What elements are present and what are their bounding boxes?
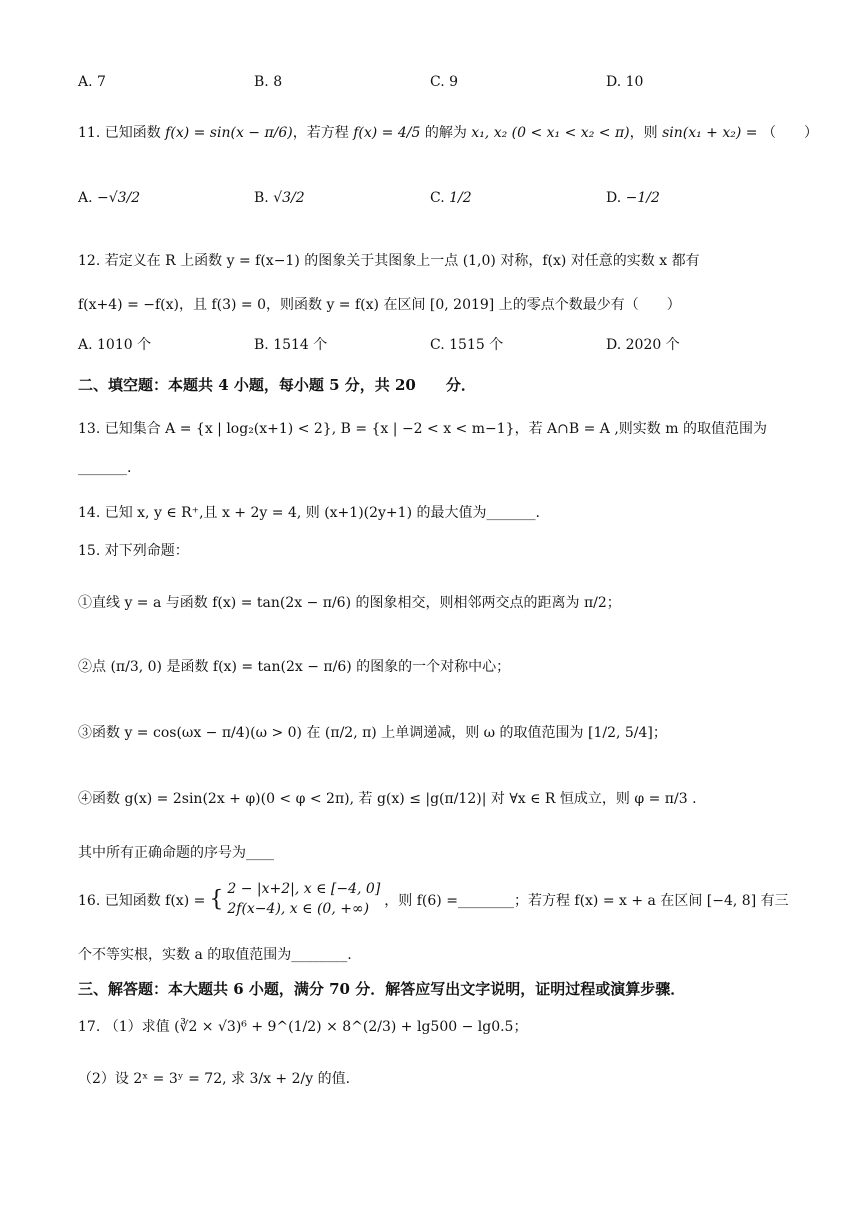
- q15-proposition-4: ④函数 g(x) = 2sin(2x + φ)(0 < φ < 2π), 若 g(x) ≤ |g(π/12)| 对 ∀x ∈ R 恒成立，则 φ = π/3 .: [78, 791, 697, 807]
- q12-line-2: f(x+4) = −f(x)，且 f(3) = 0，则函数 y = f(x) 在区间 [0, 2019] 上的零点个数最少有（ ）: [78, 297, 681, 313]
- q15-intro: 15. 对下列命题：: [78, 543, 189, 559]
- q16-line-1: 16. 已知函数 f(x) = { 2 − |x+2|, x ∈ [−4, 0] 2f(x−4), x ∈ (0, +∞) ，则 f(6) =________；若方程 f(x) = x + a 在区间 [−4, 8] 有三: [78, 880, 789, 919]
- q10-option-d: D. 10: [606, 74, 644, 90]
- q12-option-b: B. 1514 个: [254, 337, 328, 353]
- q11-stem: 11. 已知函数 f(x) = sin(x − π/6)，若方程 f(x) = 4/5 的解为 x₁, x₂ (0 < x₁ < x₂ < π)，则 sin(x₁ + x₂) = （ ）: [78, 125, 818, 141]
- q12-line-1: 12. 若定义在 R 上函数 y = f(x−1) 的图象关于其图象上一点 (1,0) 对称，f(x) 对任意的实数 x 都有: [78, 253, 700, 269]
- q12-option-a: A. 1010 个: [78, 337, 152, 353]
- q11-option-c: C. 1/2: [430, 190, 472, 206]
- piecewise-cases: 2 − |x+2|, x ∈ [−4, 0] 2f(x−4), x ∈ (0, +∞): [227, 881, 381, 917]
- q16-line-2: 个不等实根，实数 a 的取值范围为________.: [78, 947, 352, 963]
- q14: 14. 已知 x, y ∈ R⁺,且 x + 2y = 4, 则 (x+1)(2y+1) 的最大值为_______.: [78, 505, 540, 521]
- q15-proposition-3: ③函数 y = cos(ωx − π/4)(ω > 0) 在 (π/2, π) 上单调递减，则 ω 的取值范围为 [1/2, 5/4]；: [78, 725, 667, 741]
- q11-option-b: B. √3/2: [254, 190, 305, 206]
- q11-option-d: D. −1/2: [606, 190, 660, 206]
- section-2-heading: 二、填空题：本题共 4 小题，每小题 5 分，共 20 分．: [78, 376, 476, 394]
- q11-option-a: A. −√3/2: [78, 190, 141, 206]
- section-3-heading: 三、解答题：本大题共 6 小题，满分 70 分．解答应写出文字说明，证明过程或演算步骤．: [78, 980, 686, 998]
- q10-option-b: B. 8: [254, 74, 283, 90]
- q17-part-1: 17. （1）求值 (∛2 × √3)⁶ + 9^(1/2) × 8^(2/3) + lg500 − lg0.5；: [78, 1019, 528, 1035]
- q11-options: [78, 190, 778, 226]
- q12-option-d: D. 2020 个: [606, 337, 680, 353]
- q13-line-1: 13. 已知集合 A = {x | log₂(x+1) < 2}, B = {x | −2 < x < m−1}，若 A∩B = A ,则实数 m 的取值范围为: [78, 421, 767, 437]
- q12-options: [78, 334, 778, 370]
- q13-line-2: _______.: [78, 460, 132, 476]
- q15-ending: 其中所有正确命题的序号为____: [78, 845, 274, 861]
- q10-options: [78, 74, 778, 110]
- q15-proposition-2: ②点 (π/3, 0) 是函数 f(x) = tan(2x − π/6) 的图象的一个对称中心；: [78, 659, 511, 675]
- q15-proposition-1: ①直线 y = a 与函数 f(x) = tan(2x − π/6) 的图象相交，则相邻两交点的距离为 π/2；: [78, 595, 621, 611]
- q10-option-a: A. 7: [78, 74, 106, 90]
- q10-option-c: C. 9: [430, 74, 459, 90]
- q17-part-2: （2）设 2ˣ = 3ʸ = 72, 求 3/x + 2/y 的值.: [78, 1071, 351, 1087]
- q12-option-c: C. 1515 个: [430, 337, 504, 353]
- piecewise-brace: {: [209, 887, 224, 913]
